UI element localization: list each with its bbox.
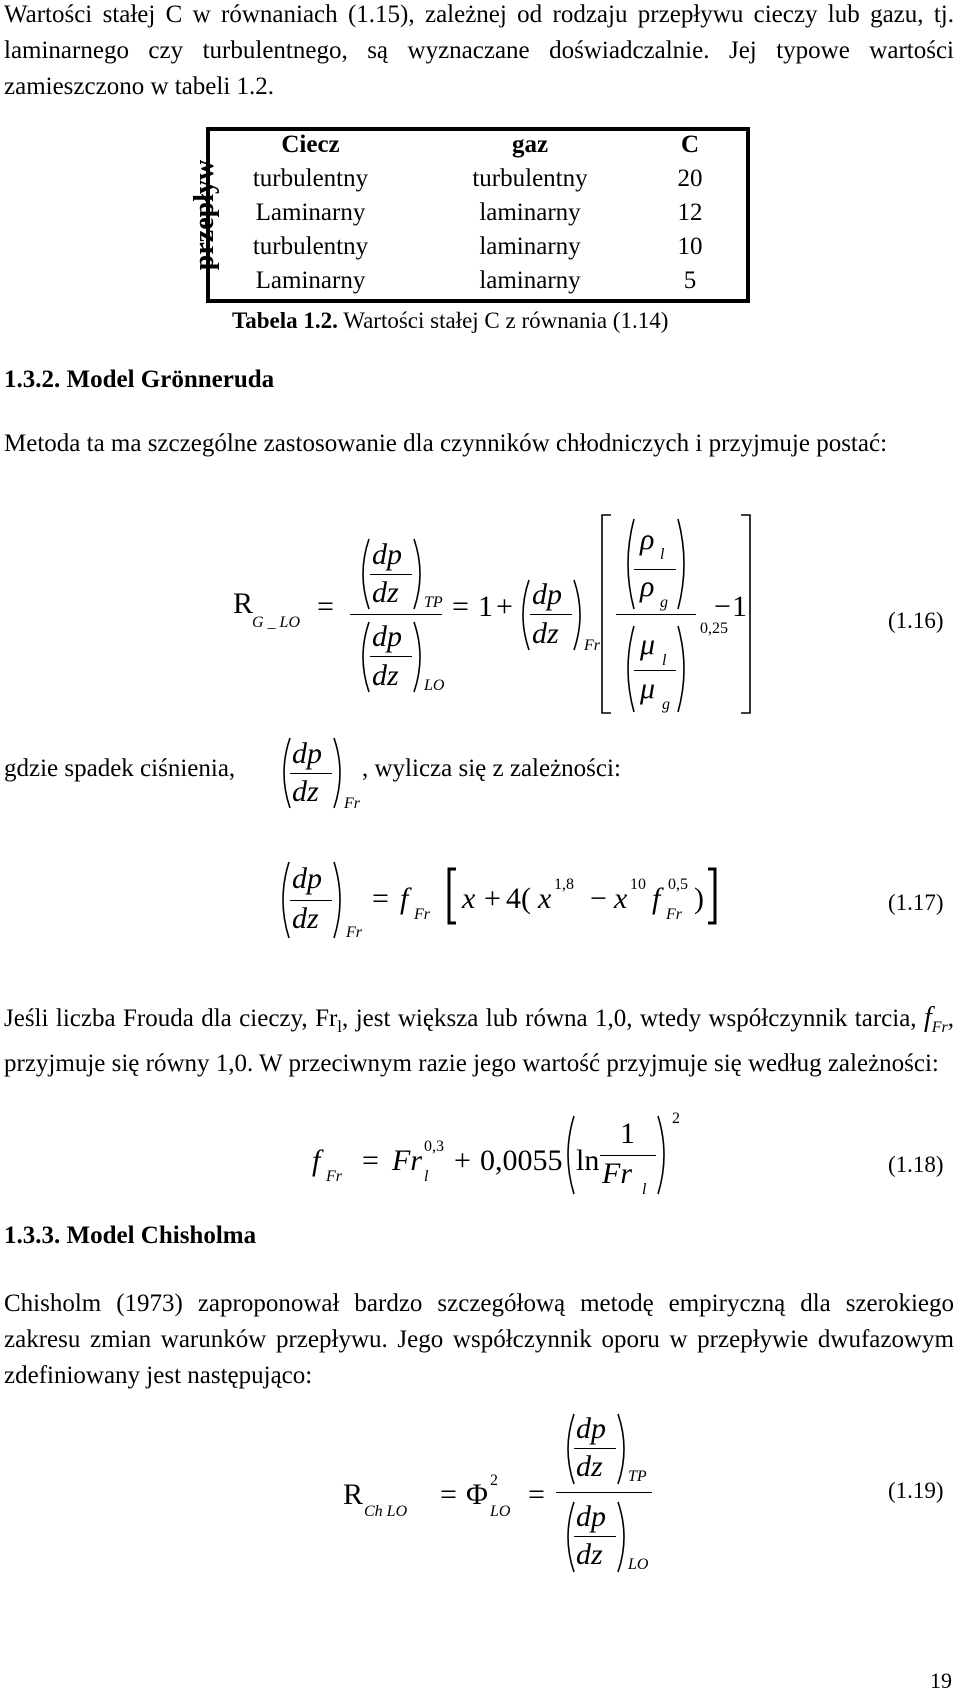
phi-symbol: Φ [466,1478,488,1511]
math-subscript: Fr [414,906,430,923]
table-side-label: przepływ [189,159,220,271]
math-dp: dp [292,862,322,895]
table-cell: laminarny [479,233,581,260]
mu-symbol: μ [640,672,656,705]
math-exponent: 0,3 [424,1138,444,1155]
table-row [210,199,746,235]
math-subscript: Fr [584,637,600,654]
intro-paragraph: Wartości stałej C w równaniach (1.15), zależnej od rodzaju przepływu cieczy lub gazu, tj. laminarnego czy turbulentnego, są wyznaczane doświadczalnie. Jej typowe wartości zamieszczono w tabeli 1.2. [4,1,954,100]
math-subscript: l [660,546,665,563]
math-x: x [614,882,628,915]
math-operator: = [317,590,334,623]
table-row [210,165,746,201]
math-subscript: G _ LO [252,614,301,631]
main-fraction-bar [350,614,442,615]
math-subscript: Fr [326,1168,342,1185]
math-operator: = [528,1478,545,1511]
fraction-bar [290,773,332,774]
left-paren [515,578,531,652]
pressure-drop-text-after: , wylicza się z zależności: [362,755,621,782]
math-subscript: l [642,1181,647,1198]
right-paren [676,517,692,611]
math-number: 1 [478,590,493,623]
table-row [210,267,746,303]
table-header: gaz [511,131,549,158]
table-cell: turbulentny [252,233,369,260]
math-term: 4( [506,882,531,915]
math-x: x [538,882,552,915]
fraction-bar [600,1155,656,1156]
math-subscript: LO [628,1556,649,1573]
math-subscript: Ch LO [364,1503,408,1520]
math-operator: + [484,882,501,915]
main-fraction-bar [556,1492,652,1493]
froude-subscript: l [337,1017,343,1036]
math-subscript: LO [490,1503,511,1520]
math-exponent: 0,25 [700,620,728,637]
equation-number: (1.19) [888,1478,944,1503]
math-operator: − [714,590,731,623]
math-subscript: Fr [666,906,682,923]
math-subscript: Fr [344,795,360,812]
caption-text: Wartości stałej C z równania (1.14) [337,308,669,333]
math-subscript: g [660,594,668,611]
math-dz: dz [372,659,399,692]
table-cell: laminarny [479,267,581,294]
math-operator: + [454,1144,471,1177]
table-header: Ciecz [281,131,340,158]
table-cell: Laminarny [255,267,366,294]
math-dz: dz [372,576,399,609]
fraction-bar [290,900,332,901]
fraction-bar [370,656,412,657]
math-dz: dz [292,902,319,935]
math-subscript: TP [628,1468,647,1485]
math-subscript: g [662,696,670,713]
math-subscript: LO [424,677,445,694]
math-symbol: R [343,1478,364,1511]
chisholm-paragraph: Chisholm (1973) zaproponował bardzo szczegółową metodę empiryczną dla szerokiego zakresu zmian warunków przepływu. Jego współczynnik oporu w przepływie dwufazowym zdefiniowany jest następująco: [4,1290,954,1389]
math-operator: − [590,882,607,915]
table-header: C [680,131,700,158]
left-paren [620,517,636,611]
pressure-drop-text-before: gdzie spadek ciśnienia, [4,755,236,782]
math-dp: dp [576,1500,606,1533]
math-subscript: l [662,652,667,669]
math-exponent: 0,5 [668,876,688,893]
math-operator: = [452,590,469,623]
table-cell: 5 [683,267,697,294]
math-fr: Fr [602,1157,632,1190]
math-f: f [652,882,661,915]
fraction-bar [634,670,676,671]
froude-text: , jest większa lub równa 1,0, wtedy współczynnik tarcia, [342,1005,917,1032]
math-paren: ) [694,882,704,915]
math-symbol: R [233,587,254,620]
froude-paragraph [4,1000,954,1082]
gronnerud-paragraph: Metoda ta ma szczególne zastosowanie dla czynników chłodniczych i przyjmuje postać: [4,430,888,457]
math-exponent: 2 [672,1110,680,1127]
left-paren [560,1412,576,1486]
equation-number: (1.17) [888,890,944,915]
froude-text: Jeśli liczba Frouda dla cieczy, Fr [4,1005,338,1032]
right-paren [676,624,692,714]
table-cell: 10 [677,233,703,260]
math-number: 1 [732,590,747,623]
math-x: x [462,882,476,915]
math-dp: dp [372,620,402,653]
left-bracket [600,514,612,714]
math-operator: = [362,1144,379,1177]
math-f: f [312,1144,321,1177]
math-f: f [400,882,409,915]
math-number: 1 [620,1117,635,1150]
constant-c-table [206,127,750,303]
left-bracket [446,868,458,924]
left-paren [560,1114,576,1196]
right-bracket [706,868,718,924]
math-dz: dz [576,1450,603,1483]
table-cell: Laminarny [255,199,366,226]
math-dz: dz [576,1538,603,1571]
right-paren [656,1114,672,1196]
math-dp: dp [576,1412,606,1445]
section-heading-gronnerud: 1.3.2. Model Grönneruda [4,366,275,393]
table-cell: 20 [677,165,703,192]
math-ln: ln [576,1144,600,1177]
math-number: 0,0055 [480,1144,563,1177]
math-exponent: 2 [490,1472,498,1489]
fraction-bar [530,614,572,615]
math-exponent: 10 [630,876,646,893]
table-caption [232,308,668,334]
caption-label: Tabela 1.2. [232,308,338,333]
math-subscript: Fr [346,924,362,941]
math-exponent: 1,8 [554,876,574,893]
froude-text: , przyjmuje się równy 1,0. W przeciwnym razie jego wartość przyjmuje się według zależności: [4,1005,955,1077]
left-paren [275,860,291,940]
math-operator: = [440,1478,457,1511]
table-row [210,233,746,269]
left-paren [620,624,636,714]
left-paren [355,537,371,611]
fraction-bar [574,1448,616,1449]
page-number: 19 [930,1668,952,1693]
fraction-bar [574,1536,616,1537]
section-heading-chisholm: 1.3.3. Model Chisholma [4,1222,257,1249]
equation-number: (1.18) [888,1152,944,1177]
table-cell: 12 [677,199,703,226]
math-f: f [923,1002,932,1033]
math-dp: dp [532,578,562,611]
math-dp: dp [292,737,322,770]
math-subscript: Fr [931,1019,948,1036]
mu-symbol: μ [640,628,656,661]
table-cell: turbulentny [472,165,588,192]
rho-symbol: ρ [640,523,655,556]
math-dz: dz [292,775,319,808]
table-cell: laminarny [479,199,581,226]
math-dp: dp [372,538,402,571]
math-subscript: l [424,1168,429,1185]
rho-symbol: ρ [640,570,655,603]
math-fr: Fr [392,1144,422,1177]
equation-number: (1.16) [888,608,944,633]
math-dz: dz [532,617,559,650]
fraction-bar [370,574,412,575]
table-header-row [210,131,746,167]
table-cell: turbulentny [252,165,369,192]
math-operator: = [372,882,389,915]
math-subscript: TP [424,594,443,611]
math-operator: + [496,590,513,623]
left-paren [355,620,371,694]
main-fraction-bar [616,614,696,615]
left-paren [560,1500,576,1574]
